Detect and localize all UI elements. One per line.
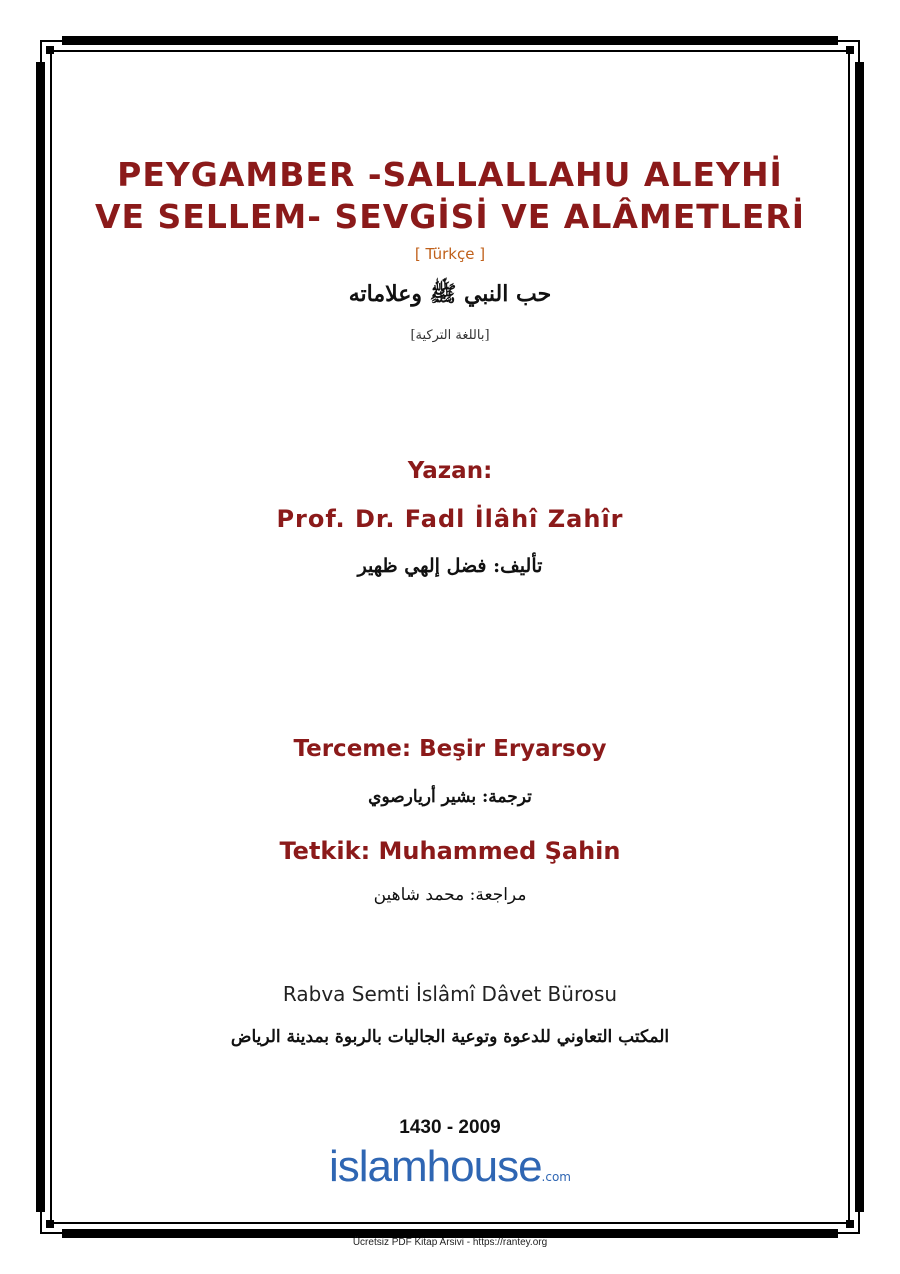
frame-corner-br: [846, 1220, 854, 1228]
islamhouse-logo: [0, 1142, 900, 1192]
language-label: [ Türkçe ]: [414, 245, 486, 263]
author-arabic: تأليف: فضل إلهي ظهير: [357, 555, 543, 577]
office-turkish: Rabva Semti İslâmî Dâvet Bürosu: [282, 982, 618, 1006]
translator-arabic: ترجمة: بشير أريارصوي: [368, 787, 532, 807]
author-label: Yazan:: [407, 458, 493, 484]
reviewer-arabic: مراجعة: محمد شاهين: [373, 885, 527, 905]
author-name: Prof. Dr. Fadl İlâhî Zahîr: [276, 505, 624, 533]
frame-corner-tr: [846, 46, 854, 54]
publication-year: 1430 - 2009: [399, 1117, 501, 1138]
book-title-line-2: VE SELLEM- SEVGİSİ VE ALÂMETLERİ: [94, 197, 806, 236]
frame-corner-bl: [46, 1220, 54, 1228]
frame-inner-top: [50, 50, 850, 52]
book-title-line-1: PEYGAMBER -SALLALLAHU ALEYHİ: [117, 155, 783, 194]
logo-wordmark: islamhouse: [328, 1142, 542, 1191]
reviewer-line: Tetkik: Muhammed Şahin: [279, 837, 621, 865]
office-arabic: المكتب التعاوني للدعوة وتوعية الجاليات بالربوة بمدينة الرياض: [230, 1027, 670, 1047]
logo-tld: .com: [541, 1170, 571, 1184]
frame-corner-tl: [46, 46, 54, 54]
footer-note: Ücretsiz PDF Kitap Arsivi - https://rantey.org: [352, 1237, 548, 1248]
translator-line: Terceme: Beşir Eryarsoy: [293, 736, 607, 762]
frame-inner-bottom: [50, 1222, 850, 1224]
arabic-language-label: [باللغة التركية]: [410, 328, 490, 343]
arabic-title: حب النبي ﷺ وعلاماته: [348, 281, 552, 307]
frame-top-bar: [62, 36, 838, 45]
